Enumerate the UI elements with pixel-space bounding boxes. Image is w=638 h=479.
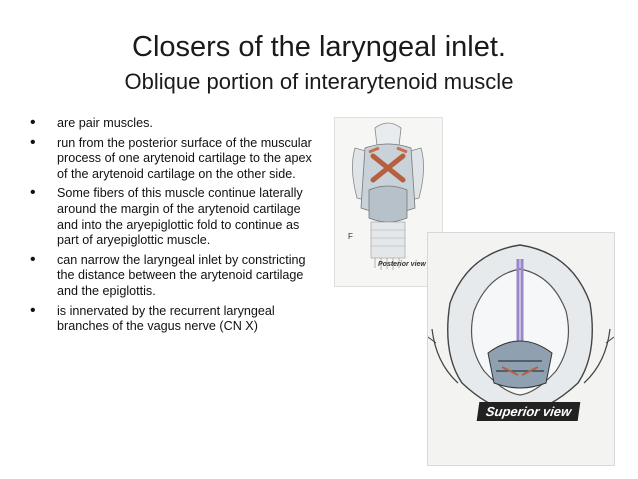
superior-view-caption: Superior view xyxy=(477,402,581,421)
slide-title: Closers of the laryngeal inlet. xyxy=(132,31,506,63)
laryngeal-inlet-superior-drawing xyxy=(428,233,614,465)
bullet-item: • run from the posterior surface of the muscular process of one arytenoid cartilage to the apex of the arytenoid cartilage on the other side. xyxy=(30,136,320,183)
bullet-item: • can narrow the laryngeal inlet by constricting the distance between the arytenoid cartilage and the epiglottis. xyxy=(30,253,320,300)
bullet-list xyxy=(30,116,320,339)
slide-subtitle: Oblique portion of interarytenoid muscle xyxy=(124,69,514,94)
bullet-item: • are pair muscles. xyxy=(30,116,320,132)
bullet-item: • Some fibers of this muscle continue laterally around the margin of the arytenoid cartilage and into the aryepiglottic fold to continue as part of aryepiglottic muscle. xyxy=(30,186,320,248)
figure-letter: F xyxy=(348,232,353,241)
posterior-view-caption: Posterior view xyxy=(378,261,426,268)
superior-view-illustration xyxy=(427,232,615,466)
bullet-item: • is innervated by the recurrent laryngeal branches of the vagus nerve (CN X) xyxy=(30,304,320,335)
